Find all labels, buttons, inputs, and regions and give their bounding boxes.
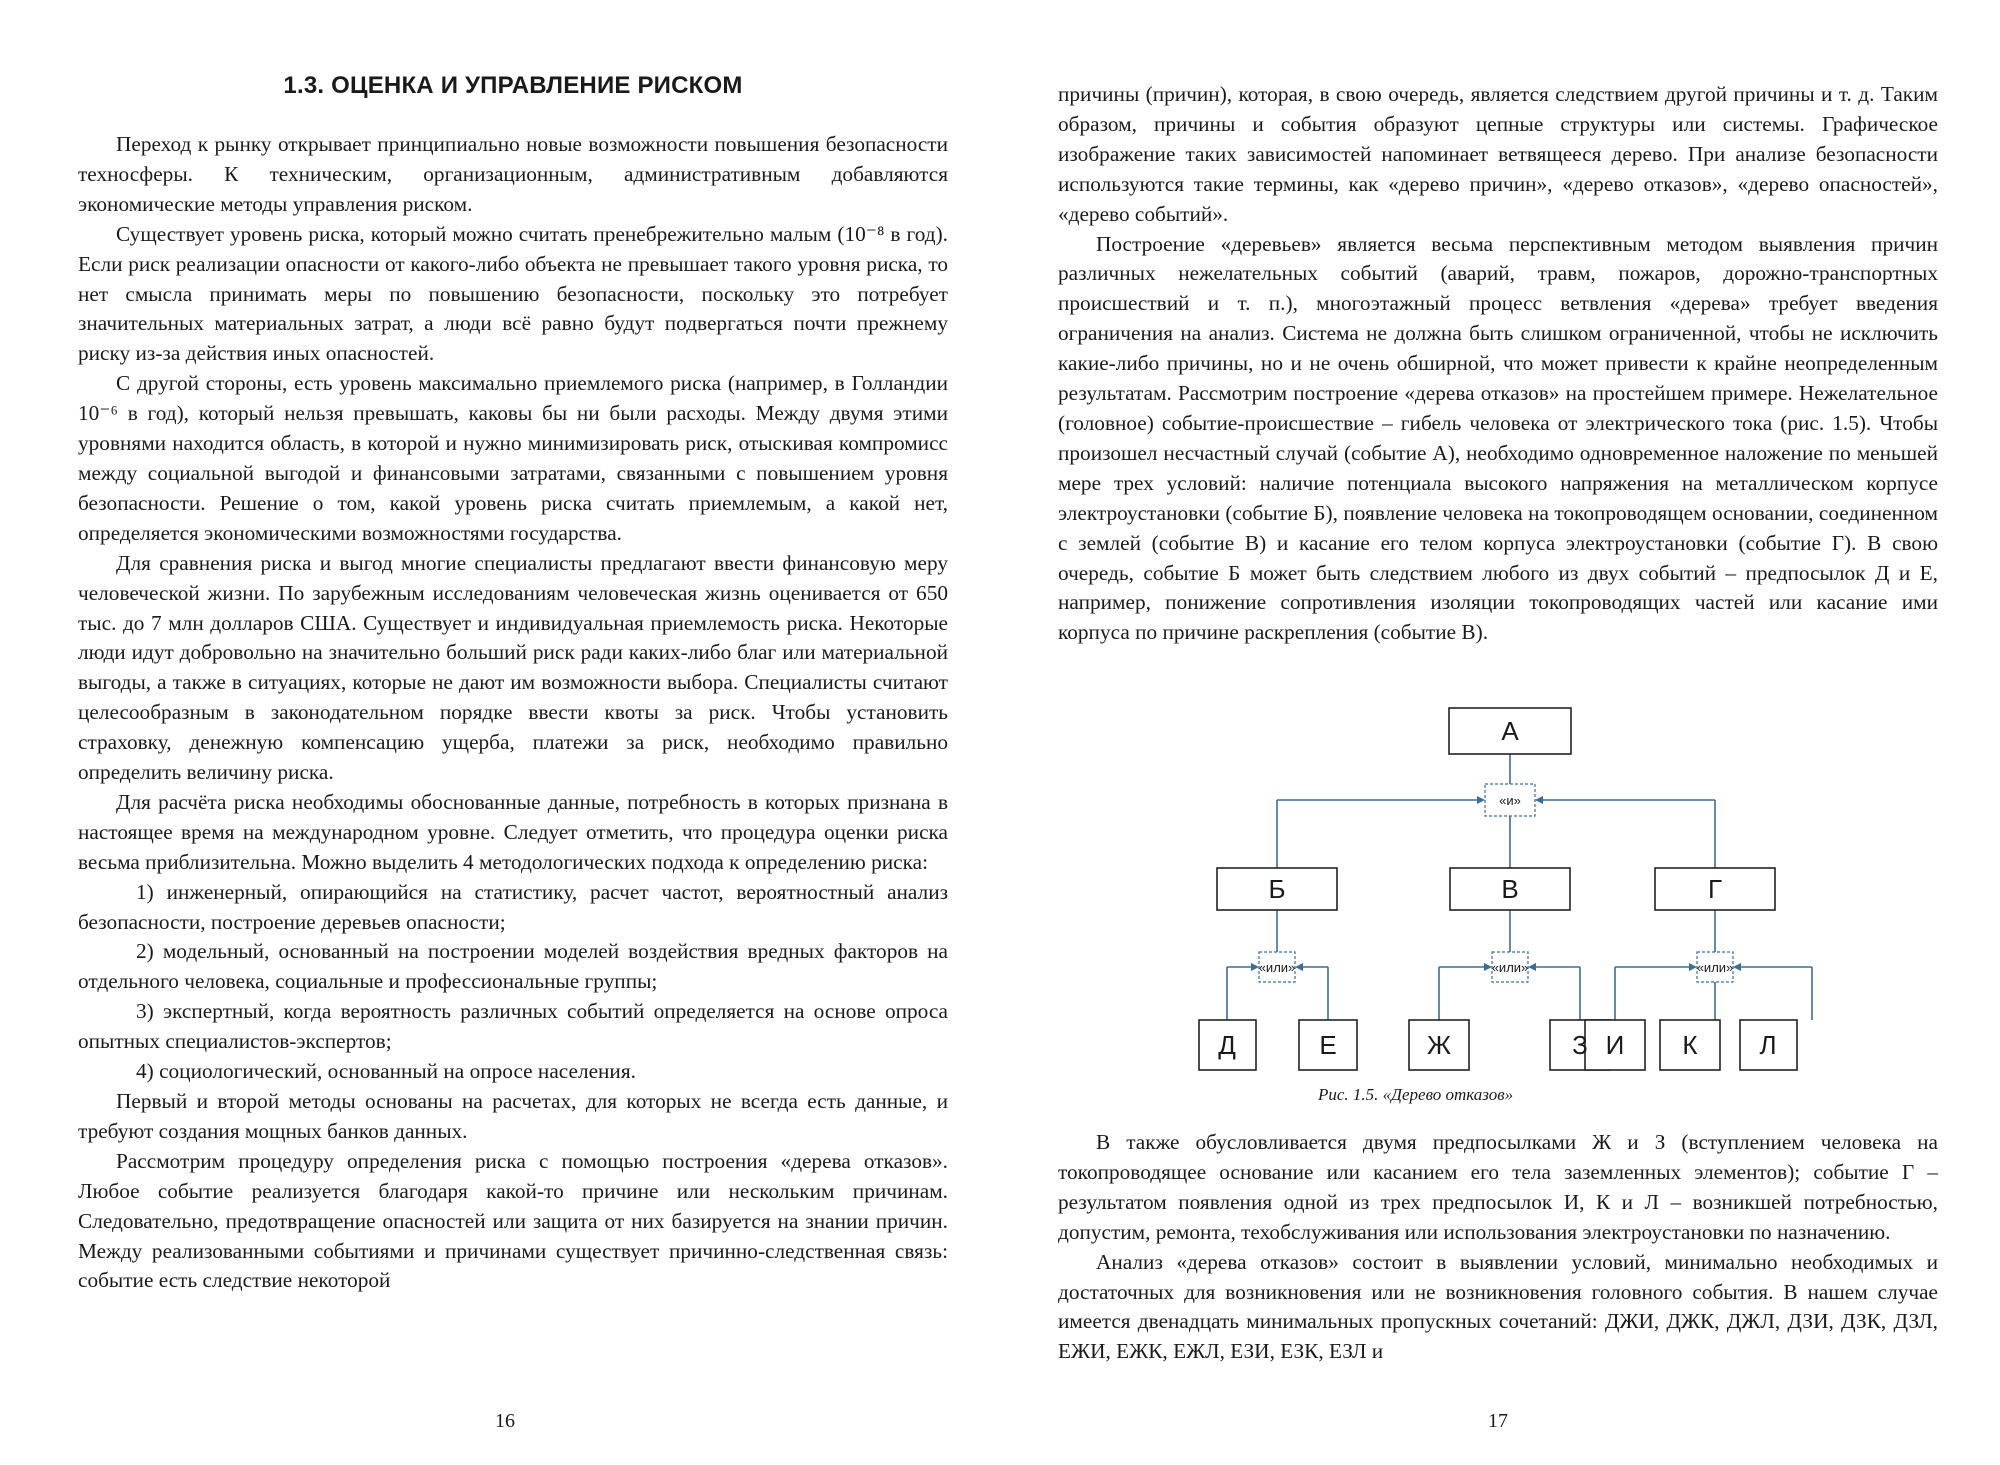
paragraph: Для расчёта риска необходимы обоснованные данные, потребность в которых признана в настоящее время на международном уровне. Следует отметить, что процедура оценки риска весьма приблизительна. Можно выделить 4 методологических подхода к определению риска: [78, 789, 948, 874]
paragraph: Существует уровень риска, который можно считать пренебрежительно малым (10⁻⁸ в год). Если риск реализации опасности от какого-либо объекта не превышает такого уровня риска, то нет смысла принимать меры по повышению безопасности, поскольку это потребует значительных материальных затрат, а люди всё равно будут подвергаться почти прежнему риску из-за действия иных опасностей. [78, 221, 948, 366]
event-label-leaf: Е [1319, 1030, 1337, 1060]
event-label-leaf: З [1572, 1030, 1588, 1060]
paragraph: С другой стороны, есть уровень максимально приемлемого риска (например, в Голландии 10⁻⁶ в год), который нельзя превышать, каковы бы ни были расходы. Между двумя этими уровнями находится область, в которой и нужно минимизировать риск, отыскивая компромисс между социальной выгодой и финансовыми затратами, связанными с повышением уровня безопасности. Решение о том, какой уровень риска считать приемлемым, а какой нет, определяется экономическими возможностями государства. [78, 371, 948, 545]
event-label: Г [1707, 874, 1723, 904]
paragraph: Для сравнения риска и выгод многие специалисты предлагают ввести финансовую меру человеческой жизни. По зарубежным исследованиям человеческая жизнь оценивается от 650 тыс. до 7 млн долларов США. Существует и индивидуальная приемлемость риска. Некоторые люди идут добровольно на значительно больший риск ради каких-либо благ или материальной выгоды, а также в ситуациях, которые не дают им возможности выбора. Специалисты считают целесообразным в законодательном порядке ввести квоты за риск. Чтобы установить страховку, денежную компенсацию ущерба, платежи за риск, необходимо правильно определить величину риска. [78, 550, 948, 785]
event-label-leaf: Д [1218, 1030, 1236, 1060]
paragraph: Первый и второй методы основаны на расчетах, для которых не всегда есть данные, и требуют создания мощных банков данных. [78, 1089, 948, 1143]
list-item: 2) модельный, основанный на построении моделей воздействия вредных факторов на отдельного человека, социальные и профессиональные группы; [78, 939, 948, 994]
paragraph: Анализ «дерева отказов» состоит в выявлении условий, минимально необходимых и достаточных для возникновения или не возникновения головного события. В нашем случае имеется двенадцать минимальных пропускных сочетаний: ДЖИ, ДЖК, ДЖЛ, ДЗИ, ДЗК, ДЗЛ, ЕЖИ, ЕЖК, ЕЖЛ, ЕЗИ, ЕЗК, ЕЗЛ и [1058, 1249, 1938, 1364]
event-label: В [1501, 874, 1519, 904]
paragraph: Переход к рынку открывает принципиально новые возможности повышения безопасности техносферы. К техническим, организационным, административным добавляются экономические методы управления риском. [78, 132, 948, 216]
paragraph: Рассмотрим процедуру определения риска с помощью построения «дерева отказов». Любое событие реализуется благодаря какой-то причине или нескольким причинам. Следовательно, предотвращение опасностей или защита от них базируется на знании причин. Между реализованными событиями и причинами существует причинно-следственная связь: событие есть следствие некоторой [78, 1148, 948, 1293]
or-gate-label: «или» [1696, 960, 1734, 975]
event-label-leaf: Ж [1426, 1030, 1452, 1060]
event-label-leaf: К [1682, 1030, 1698, 1060]
event-label-leaf: И [1605, 1030, 1625, 1060]
and-gate-label: «и» [1499, 793, 1521, 808]
right-page-body-top [1058, 80, 1938, 648]
paragraph: В также обусловливается двумя предпосылками Ж и З (вступлением человека на токопроводящее основание или касанием его тела заземленных элементов); событие Г – результатом появления одной из трех предпосылок И, К и Л – возникшей потребностью, допустим, ремонта, техобслуживания или использования электроустановки по назначению. [1058, 1130, 1938, 1244]
section-title: 1.3. ОЦЕНКА И УПРАВЛЕНИЕ РИСКОМ [283, 72, 743, 99]
or-gate-label: «или» [1258, 960, 1296, 975]
right-page [1000, 0, 2000, 1465]
or-gate-label: «или» [1491, 960, 1529, 975]
paragraph: причины (причин), которая, в свою очередь, является следствием другой причины и т. д. Таким образом, причины и события образуют цепные структуры или системы. Графическое изображение таких зависимостей напоминает ветвящееся дерево. При анализе безопасности используются такие термины, как «дерево причин», «дерево отказов», «дерево опасностей», «дерево событий». [1058, 82, 1938, 226]
left-page-body [78, 130, 948, 1296]
list-item: 1) инженерный, опирающийся на статистику, расчет частот, вероятностный анализ безопасности, построение деревьев опасности; [78, 879, 948, 934]
event-label-leaf: Л [1759, 1030, 1777, 1060]
list-item: 4) социологический, основанный на опросе населения. [136, 1059, 636, 1084]
paragraph: Построение «деревьев» является весьма перспективным методом выявления причин различных нежелательных событий (аварий, травм, пожаров, дорожно-транспортных происшествий и т. п.), многоэтажный процесс ветвления «дерева» требует введения ограничения на анализ. Система не должна быть слишком ограниченной, чтобы не исключить какие-либо причины, но и не очень обширной, что может привести к крайне неопределенным результатам. Рассмотрим построение «дерева отказов» на простейшем примере. Нежелательное (головное) событие-происшествие – гибель человека от электрического тока (рис. 1.5). Чтобы произошел несчастный случай (событие А), необходимо одновременное наложение по меньшей мере трех условий: наличие потенциала высокого напряжения на металлическом корпусе электроустановки (событие Б), появление человека на токопроводящем основании, соединенном с землей (событие В) и касание его телом корпуса электроустановки (событие Г). В свою очередь, событие Б может быть следствием любого из двух событий – предпосылок Д и Е, например, понижение сопротивления изоляции токопроводящих частей или касание ими корпуса по причине раскрепления (событие В). [1058, 231, 1938, 645]
fault-tree-figure [1195, 700, 1835, 1080]
list-item: 3) экспертный, когда вероятность различных событий определяется на основе опроса опытных специалистов-экспертов; [78, 999, 948, 1054]
event-label: Б [1268, 874, 1286, 904]
right-page-body-bottom [1058, 1128, 1938, 1367]
event-label-root: А [1501, 716, 1519, 746]
page-number: 16 [495, 1410, 515, 1432]
figure-caption: Рис. 1.5. «Дерево отказов» [1318, 1085, 1514, 1104]
page-number: 17 [1488, 1410, 1508, 1432]
